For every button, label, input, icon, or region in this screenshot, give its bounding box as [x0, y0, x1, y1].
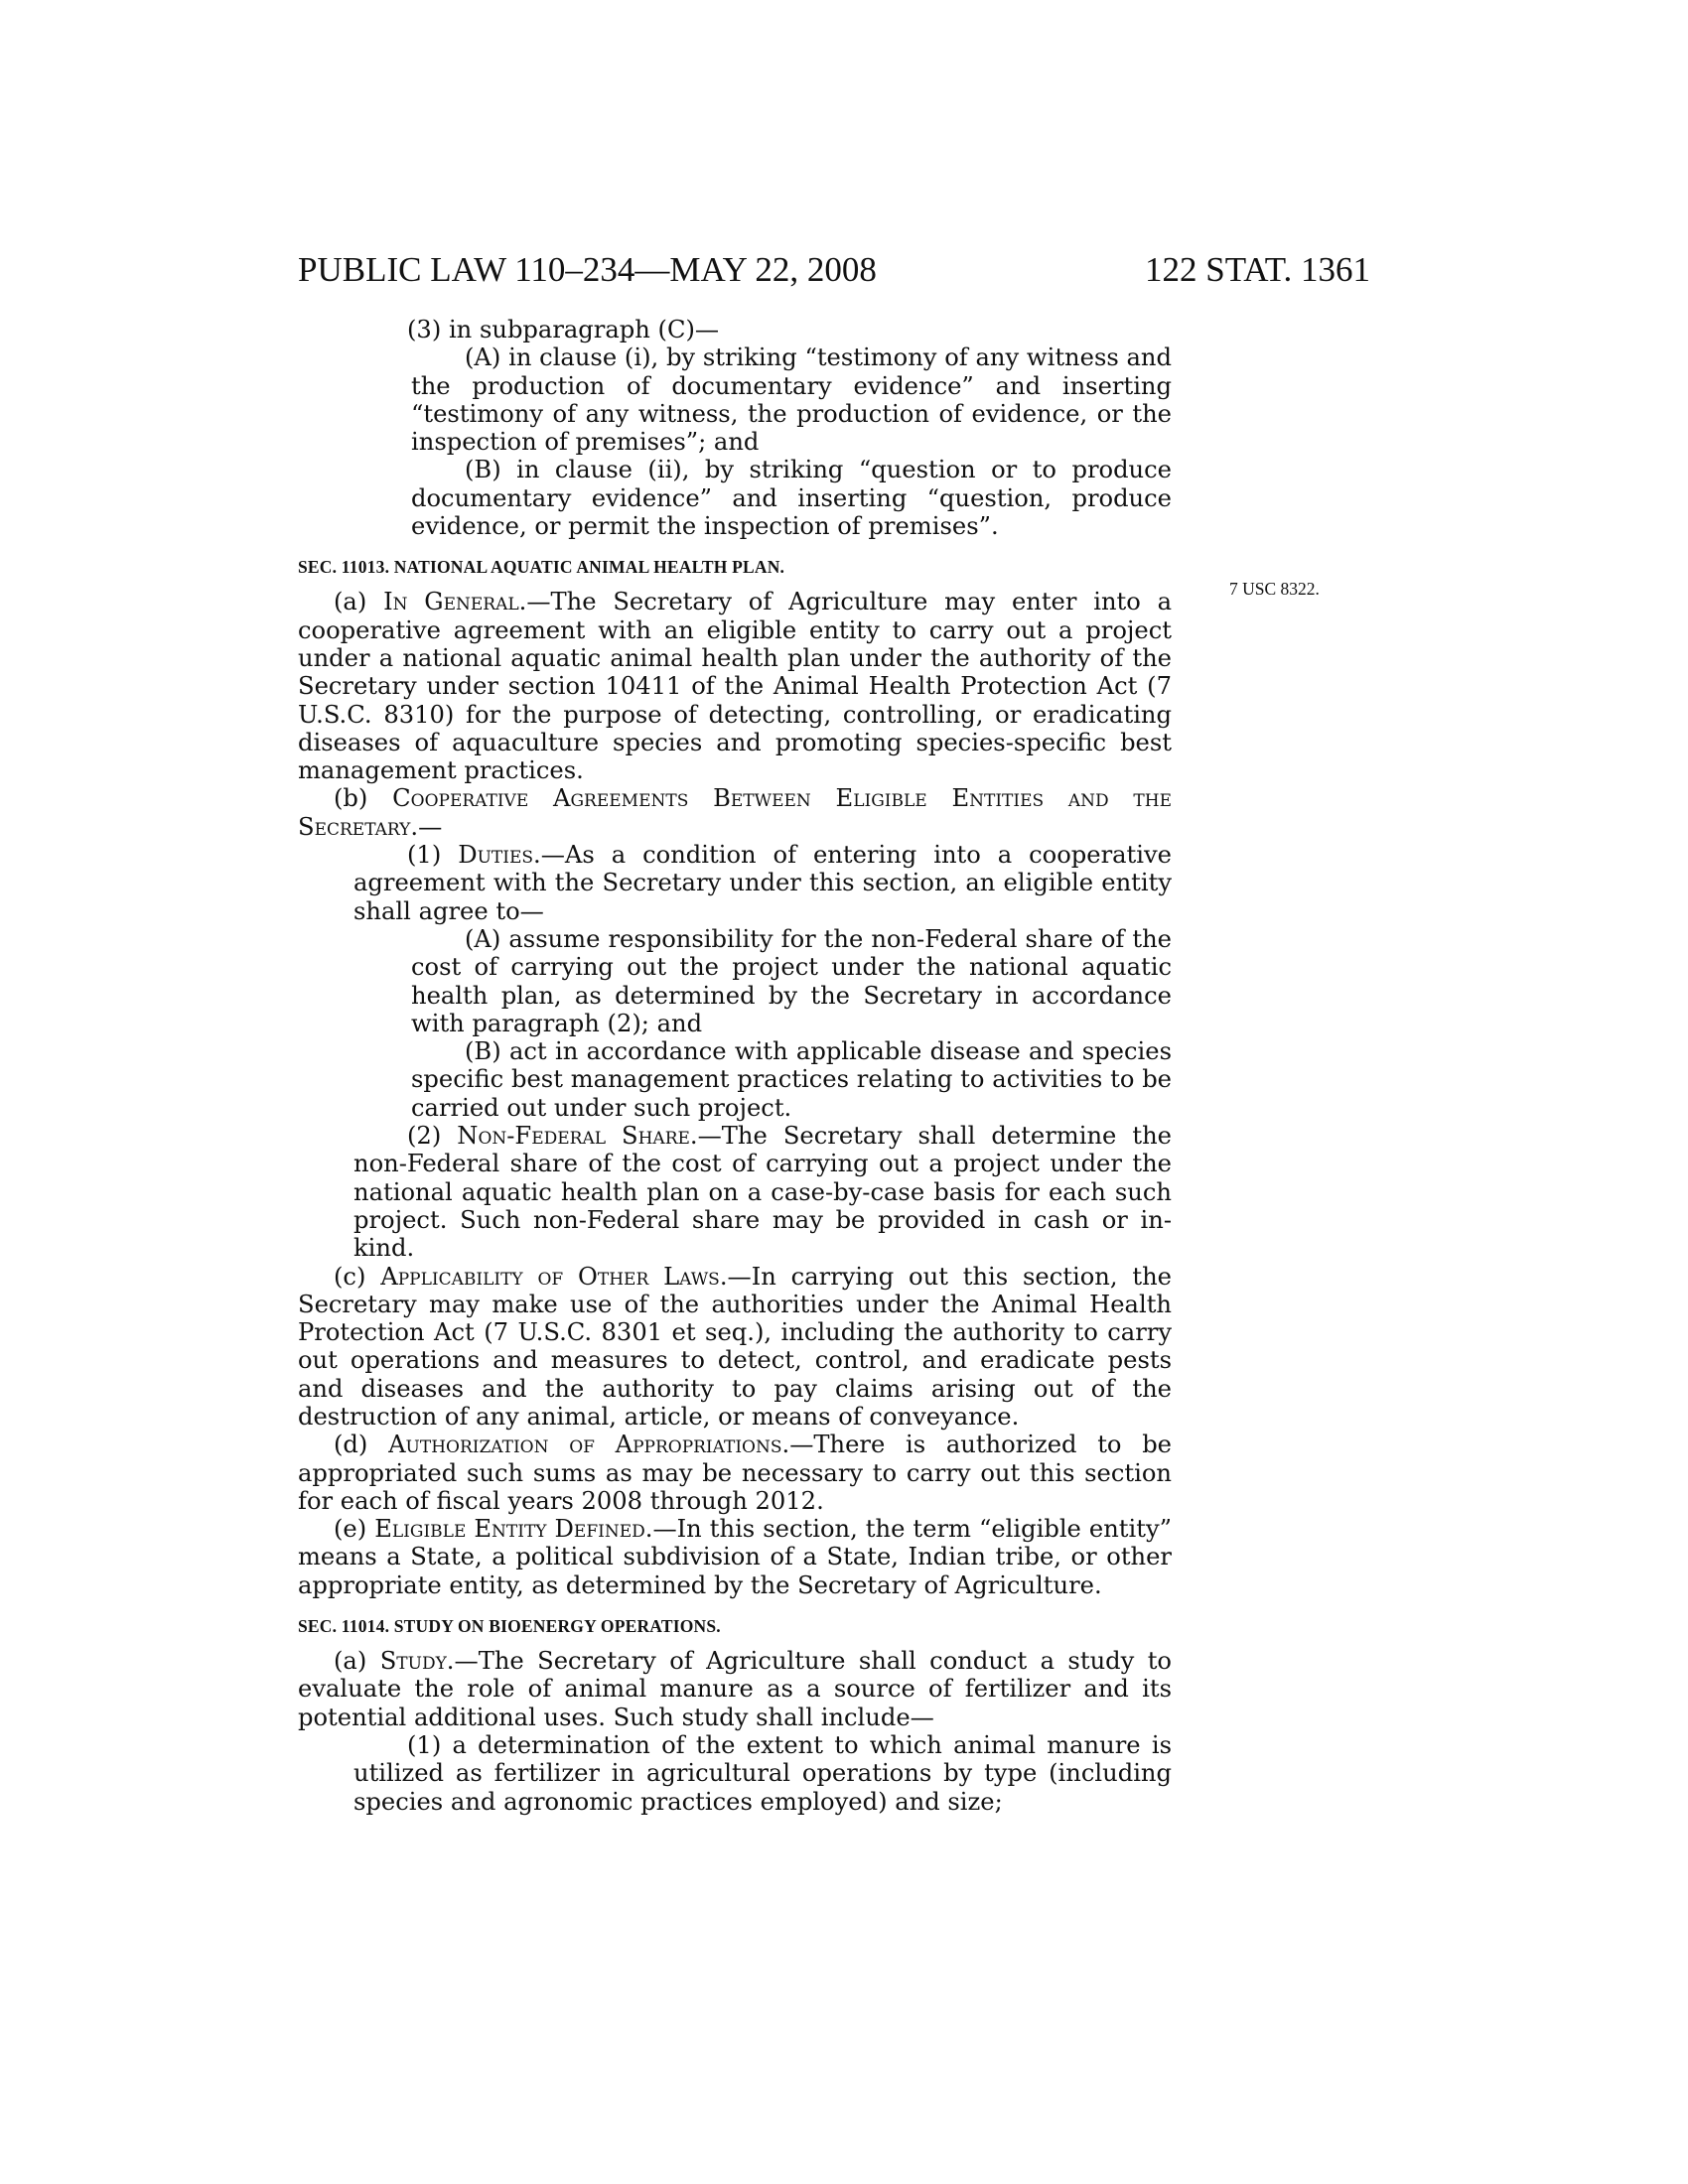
paragraph-2-non-federal-share	[298, 1122, 1172, 1262]
usc-margin-note: 7 USC 8322.	[1229, 579, 1320, 599]
section-11014-heading: SEC. 11014. STUDY ON BIOENERGY OPERATIONS.	[298, 1616, 721, 1637]
subsection-heading: Cooperative Agreements Between Eligible Entities and the Secretary.	[298, 784, 1173, 841]
subsection-heading: Authorization of Appropriations.	[388, 1431, 790, 1459]
subparagraph-a-responsibility: (A) assume responsibility for the non-Federal share of the cost of carrying out the project under the national aquatic health plan, as determined by the Secretary in accordance with paragraph (2); and	[411, 924, 1172, 1037]
public-law-citation: PUBLIC LAW 110–234—MAY 22, 2008	[298, 250, 877, 289]
clause-b: (B) in clause (ii), by striking “question or to produce documentary evidence” and inserting “question, produce evidence, or permit the inspection of premises”.	[411, 456, 1172, 541]
subparagraph-b-best-practices: (B) act in accordance with applicable disease and species specific best management practices relating to activities to be carried out under such project.	[411, 1037, 1172, 1122]
clause-a: (A) in clause (i), by striking “testimony of any witness and the production of documentary evidence” and inserting “testimony of any witness, the production of evidence, or the inspection of premises”; and	[411, 343, 1172, 457]
subsection-text: —In this section, the term “eligible entity” means a State, a political subdivision of a State, Indian tribe, or other appropriate entity, as determined by the Secretary of Agriculture.	[298, 1515, 1172, 1599]
paragraph-label: (1)	[407, 841, 459, 870]
subsection-label: (a)	[334, 588, 384, 616]
running-head	[298, 248, 1370, 292]
section-11013-heading: SEC. 11013. NATIONAL AQUATIC ANIMAL HEALTH PLAN.	[298, 557, 785, 578]
subsection-label: (e)	[334, 1515, 375, 1544]
subsection-label: (b)	[334, 784, 393, 813]
paragraph-heading: Non-Federal Share.	[457, 1122, 698, 1151]
document-body	[298, 316, 1172, 1816]
subsection-text: —The Secretary of Agriculture shall conduct a study to evaluate the role of animal manure as a source of fertilizer and its potential additional uses. Such study shall include—	[298, 1647, 1172, 1731]
subsection-heading: In General.	[383, 588, 527, 616]
paragraph-3-subparagraph-c: (3) in subparagraph (C)—	[407, 316, 720, 343]
subsection-label: (a)	[334, 1647, 380, 1676]
statute-page-number: 122 STAT. 1361	[1145, 250, 1370, 289]
paragraph-1-duties	[298, 841, 1172, 925]
subsection-text: —In carrying out this section, the Secretary may make use of the authorities under the Animal Health Protection Act (7 U.S.C. 8301 et seq.), including the authority to carry out operations and measures to detect, control, and eradicate pests and diseases and the authority to pay claims arising out of the destruction of any animal, article, or means of conveyance.	[298, 1262, 1172, 1431]
subsection-c-applicability	[298, 1263, 1172, 1432]
subsection-label: (d)	[334, 1431, 389, 1459]
subsection-b-cooperative-agreements	[298, 784, 1172, 841]
subsection-a-in-general	[298, 588, 1172, 784]
subsection-heading: Applicability of Other Laws.	[380, 1262, 728, 1291]
subsection-heading: Study.	[379, 1647, 455, 1676]
subsection-label: (c)	[334, 1262, 381, 1291]
paragraph-text: —As a condition of entering into a cooperative agreement with the Secretary under this section, an eligible entity shall agree to—	[353, 841, 1172, 925]
subsection-text: —The Secretary of Agriculture may enter into a cooperative agreement with an eligible entity to carry out a project under a national aquatic animal health plan under the authority of the Secretary under section 10411 of the Animal Health Protection Act (7 U.S.C. 8310) for the purpose of detecting, controlling, or eradicating diseases of aquaculture species and promoting species-specific best management practices.	[298, 588, 1172, 785]
paragraph-1-manure-determination: (1) a determination of the extent to which animal manure is utilized as fertilizer in agricultural operations by type (including species and agronomic practices employed) and size;	[353, 1730, 1172, 1816]
paragraph-text: —The Secretary shall determine the non-Federal share of the cost of carrying out a project under the national aquatic health plan on a case-by-case basis for each such project. Such non-Federal share may be provided in cash or in-kind.	[353, 1122, 1172, 1263]
subsection-text: —There is authorized to be appropriated such sums as may be necessary to carry out this section for each of fiscal years 2008 through 2012.	[298, 1431, 1172, 1515]
subsection-d-appropriations	[298, 1431, 1172, 1515]
paragraph-label: (2)	[407, 1122, 458, 1151]
subsection-a-study	[298, 1647, 1172, 1731]
subsection-text: —	[418, 812, 443, 841]
subsection-e-eligible-entity	[298, 1515, 1172, 1599]
subsection-heading: Eligible Entity Defined.	[374, 1515, 653, 1544]
paragraph-heading: Duties.	[458, 841, 541, 870]
